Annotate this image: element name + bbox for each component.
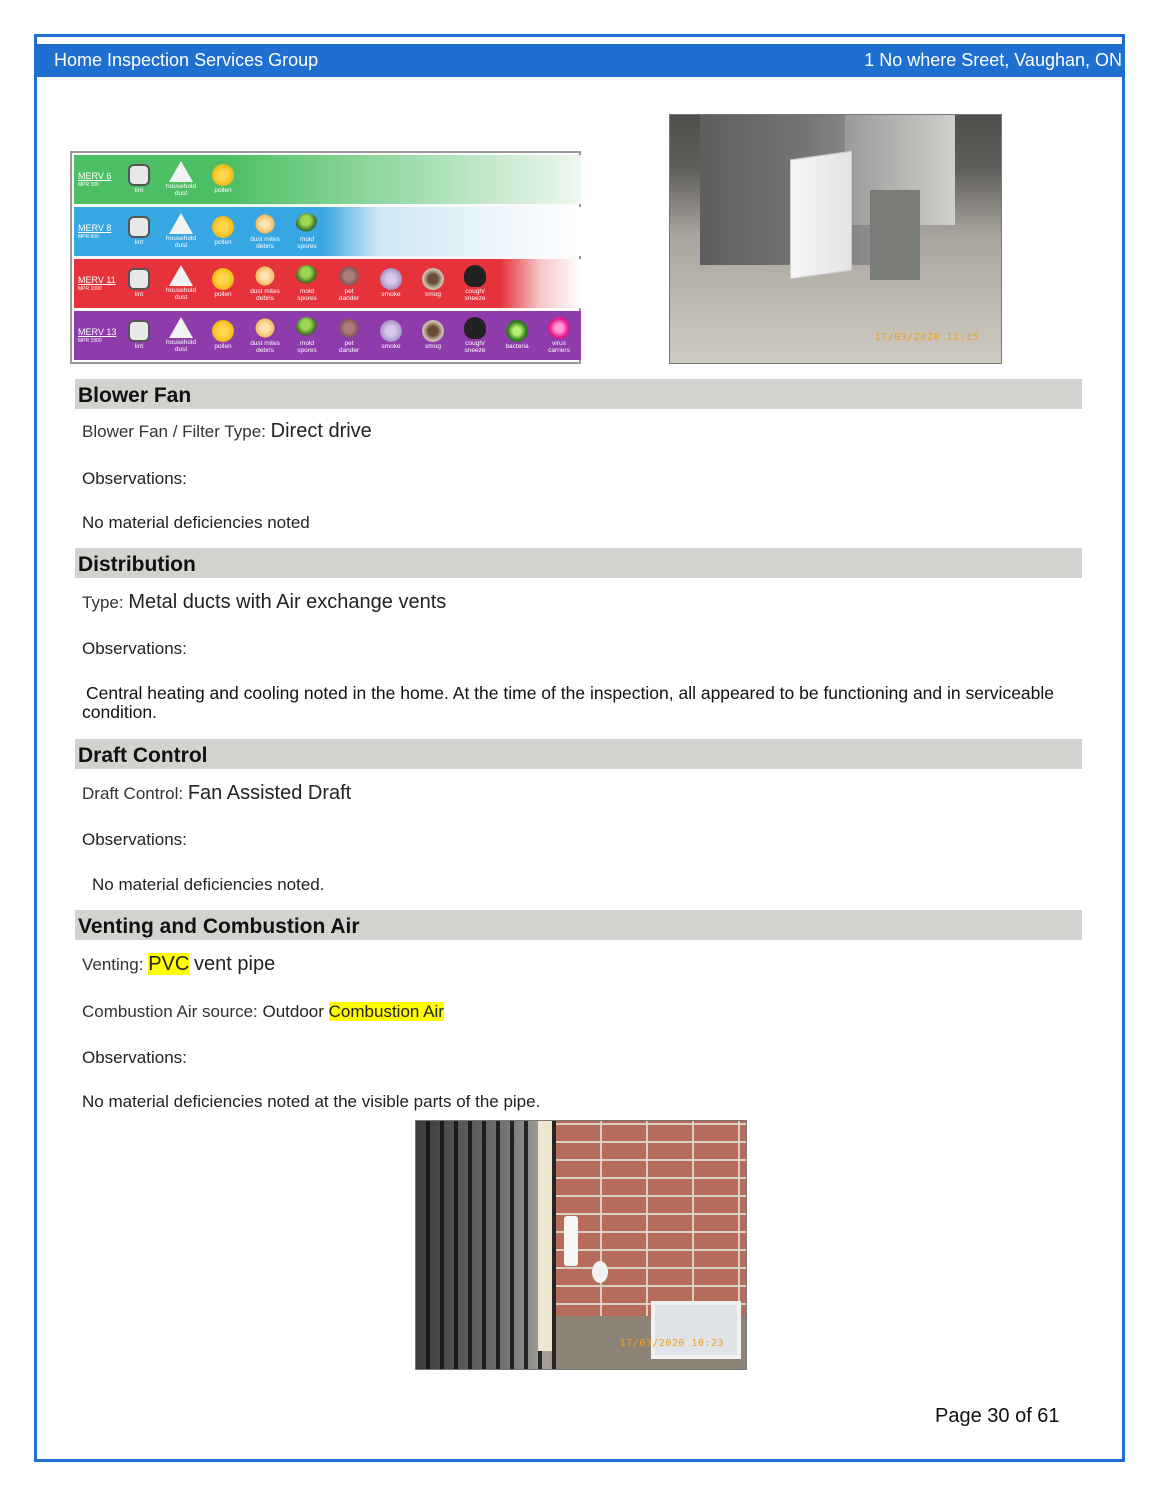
air-filter xyxy=(790,151,852,280)
particle-label-line1: cough/ xyxy=(465,287,485,295)
lint-icon xyxy=(128,268,150,290)
merv-row xyxy=(74,259,581,308)
particle-label-line1: virus xyxy=(552,339,566,347)
basement-window xyxy=(651,1301,741,1359)
merv-rating: MERV 8 xyxy=(78,223,112,234)
particle-label xyxy=(465,341,486,355)
merv-particle xyxy=(244,213,286,251)
venting-label: Venting: xyxy=(82,955,144,974)
distribution-type-line xyxy=(82,591,446,614)
particle-label-line2: spores xyxy=(297,294,317,302)
particle-label-line2: dust xyxy=(174,294,188,301)
merv-particle xyxy=(244,265,286,303)
particle-label-line2: debris xyxy=(256,242,274,250)
spore-icon xyxy=(296,317,318,339)
merv-rating-label xyxy=(74,171,118,188)
iron-gate xyxy=(416,1121,556,1370)
particle-label xyxy=(135,292,143,299)
page-frame xyxy=(34,34,1125,1462)
smoke-icon xyxy=(380,268,402,290)
smoke-icon xyxy=(380,320,402,342)
particle-label-line2: spores xyxy=(297,242,317,250)
venting-highlight: PVC xyxy=(148,953,190,975)
merv-particle xyxy=(454,317,496,355)
humidifier-unit xyxy=(870,190,920,280)
merv-rating-label xyxy=(74,327,118,344)
distribution-observation: Central heating and cooling noted in the home. At the time of the inspection, all appeared to be functioning and in serviceable condition. xyxy=(82,683,1055,722)
particle-label-line1: pollen xyxy=(214,343,232,351)
dust-icon xyxy=(169,161,193,182)
particle-label-line1: smog xyxy=(425,291,441,299)
distribution-type-value: Metal ducts with Air exchange vents xyxy=(128,591,447,613)
particle-label-line2: dust xyxy=(174,242,188,249)
merv-particle xyxy=(118,216,160,247)
mpr-rating: MPR 300 xyxy=(78,181,99,188)
merv-row xyxy=(74,207,581,256)
merv-particle xyxy=(118,320,160,351)
merv-particle xyxy=(160,161,202,198)
merv-particle xyxy=(286,213,328,251)
venting-observation: No material deficiencies noted at the visible parts of the pipe. xyxy=(82,1092,541,1111)
merv-row xyxy=(74,155,581,204)
particle-label-line1: smog xyxy=(425,343,441,351)
merv-rating: MERV 13 xyxy=(78,327,117,338)
merv-particle xyxy=(370,320,412,351)
merv-particle xyxy=(370,268,412,299)
section-distribution: Distribution xyxy=(75,548,1082,578)
combustion-highlight: Combustion Air xyxy=(328,1002,444,1021)
distribution-type-label: Type: xyxy=(82,593,124,612)
distribution-observations-label: Observations: xyxy=(82,639,187,658)
particle-label-line2: dander xyxy=(338,294,360,302)
pollen-icon xyxy=(212,216,234,238)
particle-label xyxy=(135,240,143,247)
draft-control-value: Fan Assisted Draft xyxy=(187,782,352,804)
particle-label-line1: lint xyxy=(134,343,144,351)
particle-label xyxy=(297,237,317,251)
lint-icon xyxy=(128,216,150,238)
particle-label-line1: smoke xyxy=(381,291,401,299)
spore-icon xyxy=(296,213,318,235)
particle-label-line1: household xyxy=(166,339,196,347)
merv-rating: MERV 11 xyxy=(78,275,116,286)
particle-label xyxy=(505,344,528,351)
lint-icon xyxy=(128,320,150,342)
particle-label-line1: dust mites xyxy=(250,235,280,243)
particle-label-line1: cough/ xyxy=(465,339,485,347)
dust-icon xyxy=(169,265,193,286)
particle-label xyxy=(166,236,196,250)
particle-label xyxy=(381,344,400,351)
particle-label-line1: lint xyxy=(134,291,144,299)
particle-label xyxy=(297,341,317,355)
particle-label xyxy=(381,292,400,299)
blower-observations-label: Observations: xyxy=(82,469,187,488)
particle-label xyxy=(214,344,231,351)
smog-icon xyxy=(422,268,444,290)
merv-particle xyxy=(412,320,454,351)
merv-particle xyxy=(328,265,370,303)
particle-label xyxy=(425,344,441,351)
merv-rating-label xyxy=(74,275,118,292)
particle-label xyxy=(250,341,280,355)
particle-label-line2: carriers xyxy=(548,346,570,354)
mpr-rating: MPR 600 xyxy=(78,233,99,240)
smog-icon xyxy=(422,320,444,342)
particle-label xyxy=(548,341,570,355)
merv-particle xyxy=(538,317,580,355)
particle-label-line1: pet xyxy=(344,339,354,347)
company-name: Home Inspection Services Group xyxy=(54,50,319,70)
merv-particle xyxy=(160,317,202,354)
section-draft-control: Draft Control xyxy=(75,739,1082,769)
particle-label-line1: household xyxy=(166,287,196,295)
particle-label-line1: lint xyxy=(134,239,144,247)
pollen-icon xyxy=(212,164,234,186)
pollen-icon xyxy=(212,320,234,342)
cough-icon xyxy=(464,317,486,339)
blower-observation: No material deficiencies noted xyxy=(82,513,310,532)
particle-label-line1: dust mites xyxy=(250,339,280,347)
spore-icon xyxy=(296,265,318,287)
draft-observation: No material deficiencies noted. xyxy=(92,875,325,894)
lint-icon xyxy=(128,164,150,186)
particle-label-line2: debris xyxy=(256,346,274,354)
merv-particle xyxy=(454,265,496,303)
brick-wall xyxy=(556,1121,747,1321)
draft-control-line xyxy=(82,782,351,805)
mpr-rating: MPR 1900 xyxy=(78,337,102,344)
particle-label xyxy=(250,289,280,303)
particle-label-line2: dust xyxy=(174,190,188,197)
particle-label xyxy=(166,184,196,198)
mpr-rating: MPR 1000 xyxy=(78,285,102,292)
particle-label xyxy=(166,340,196,354)
merv-particle xyxy=(202,164,244,195)
mite-icon xyxy=(254,317,276,339)
merv-particle xyxy=(160,213,202,250)
blower-type-label: Blower Fan / Filter Type: xyxy=(82,422,266,441)
venting-value: vent pipe xyxy=(194,953,276,975)
merv-particle xyxy=(118,164,160,195)
merv-particle xyxy=(202,268,244,299)
dust-icon xyxy=(169,213,193,234)
header-bar xyxy=(37,44,1122,77)
draft-observations-label: Observations: xyxy=(82,830,187,849)
merv-particle xyxy=(496,320,538,351)
particle-label-line2: sneeze xyxy=(464,294,486,302)
cough-icon xyxy=(464,265,486,287)
bacteria-icon xyxy=(506,320,528,342)
combustion-line xyxy=(82,1002,444,1022)
virus-icon xyxy=(548,317,570,339)
particle-label-line2: sneeze xyxy=(464,346,486,354)
particle-label xyxy=(214,292,231,299)
particle-label xyxy=(339,341,359,355)
blower-type-value: Direct drive xyxy=(270,420,372,442)
merv-particle xyxy=(286,265,328,303)
particle-label xyxy=(425,292,441,299)
venting-observations-label: Observations: xyxy=(82,1048,187,1067)
page-number: Page 30 of 61 xyxy=(935,1405,1060,1427)
merv-particle xyxy=(286,317,328,355)
particle-label xyxy=(214,188,231,195)
particle-label-line1: pet xyxy=(344,287,354,295)
merv-rating-label xyxy=(74,223,118,240)
section-venting-combustion: Venting and Combustion Air xyxy=(75,910,1082,940)
particle-label-line1: household xyxy=(166,183,196,191)
mite-icon xyxy=(254,213,276,235)
particle-label-line2: debris xyxy=(256,294,274,302)
particle-label-line1: lint xyxy=(134,187,144,195)
merv-particle xyxy=(328,317,370,355)
merv-particle xyxy=(412,268,454,299)
blower-type-line xyxy=(82,420,372,443)
merv-particle xyxy=(160,265,202,302)
merv-particle xyxy=(202,216,244,247)
merv-particle xyxy=(202,320,244,351)
dust-icon xyxy=(169,317,193,338)
particle-label-line1: pollen xyxy=(214,291,232,299)
particle-label-line2: dander xyxy=(338,346,360,354)
mite-icon xyxy=(254,265,276,287)
particle-label xyxy=(166,288,196,302)
particle-label-line2: dust xyxy=(174,346,188,353)
furnace-filter-photo xyxy=(669,114,1002,364)
venting-line xyxy=(82,953,275,976)
section-blower-fan: Blower Fan xyxy=(75,379,1082,409)
combustion-value: Outdoor xyxy=(262,1002,324,1021)
particle-label xyxy=(135,188,143,195)
particle-label xyxy=(135,344,143,351)
photo-timestamp: 17/03/2020 11:15 xyxy=(874,332,979,343)
particle-label xyxy=(297,289,317,303)
photo-timestamp: 17/03/2020 10:23 xyxy=(619,1338,724,1349)
merv-row xyxy=(74,311,581,360)
dander-icon xyxy=(338,265,360,287)
merv-chart xyxy=(70,151,581,364)
particle-label-line1: mold xyxy=(299,287,315,295)
particle-label xyxy=(214,240,231,247)
particle-label-line1: pollen xyxy=(214,187,232,195)
pollen-icon xyxy=(212,268,234,290)
particle-label-line2: spores xyxy=(297,346,317,354)
combustion-label: Combustion Air source: xyxy=(82,1002,258,1021)
vent-pipe-photo xyxy=(415,1120,747,1370)
draft-control-label: Draft Control: xyxy=(82,784,184,803)
particle-label-line1: dust mites xyxy=(250,287,280,295)
particle-label xyxy=(465,289,486,303)
particle-label-line1: smoke xyxy=(381,343,401,351)
pvc-vent-pipe xyxy=(564,1216,578,1266)
downspout xyxy=(538,1121,552,1351)
merv-particle xyxy=(244,317,286,355)
particle-label-line1: mold xyxy=(299,339,315,347)
particle-label-line1: mold xyxy=(299,235,315,243)
particle-label xyxy=(250,237,280,251)
particle-label-line1: bacteria xyxy=(505,343,529,351)
property-address: 1 No where Sreet, Vaughan, ON xyxy=(864,50,1122,70)
merv-particle xyxy=(118,268,160,299)
merv-rating: MERV 6 xyxy=(78,171,112,182)
particle-label xyxy=(339,289,359,303)
dander-icon xyxy=(338,317,360,339)
particle-label-line1: household xyxy=(166,235,196,243)
particle-label-line1: pollen xyxy=(214,239,232,247)
pvc-intake-elbow xyxy=(592,1261,608,1283)
